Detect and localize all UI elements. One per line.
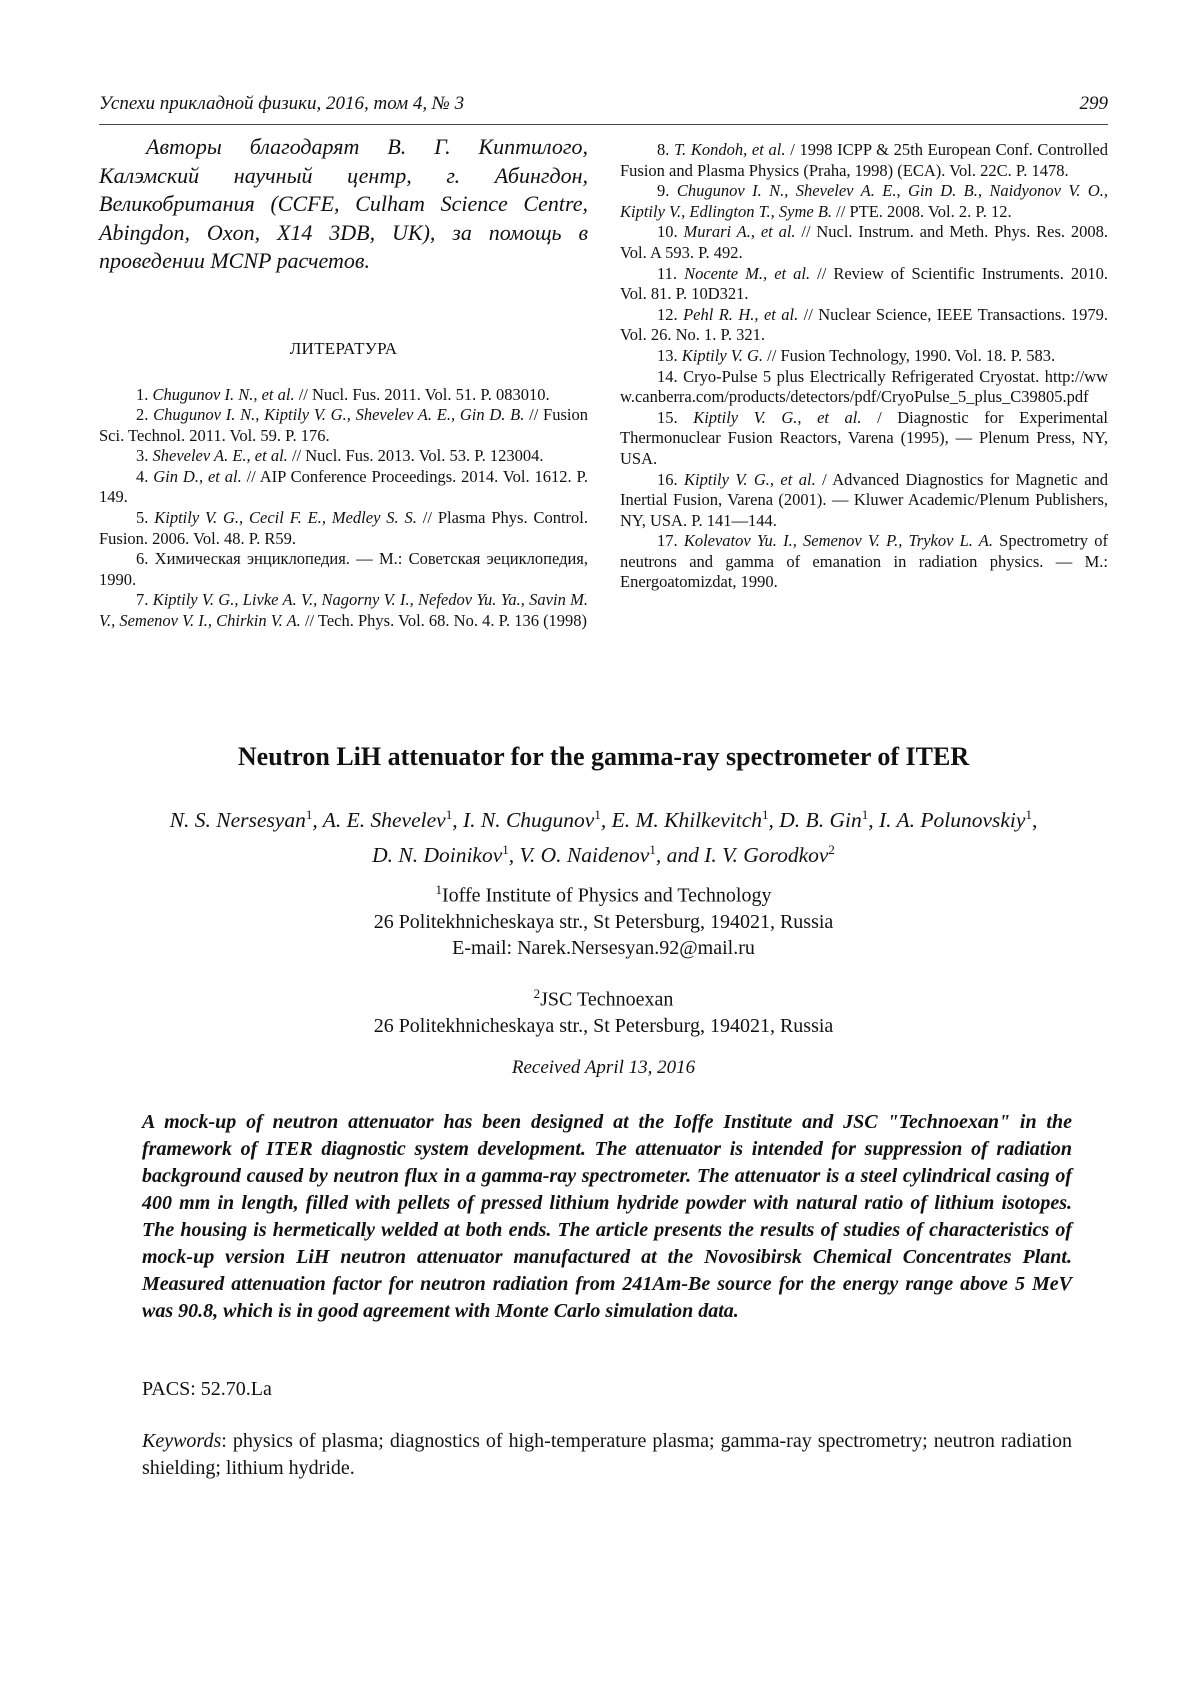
journal-title: Успехи прикладной физики, 2016, том 4, № 3 xyxy=(99,93,465,114)
reference-item xyxy=(99,405,588,446)
reference-list-right xyxy=(620,140,1108,593)
reference-authors: Kiptily V. G., et al. xyxy=(693,407,862,427)
author-email: E-mail: Narek.Nersesyan.92@mail.ru xyxy=(452,936,755,959)
reference-item xyxy=(620,222,1108,263)
reference-number: 11. xyxy=(657,263,678,283)
reference-number: 13. xyxy=(657,345,678,365)
affiliation-2-address: 26 Politekhnicheskaya str., St Petersburg, 194021, Russia xyxy=(373,1014,834,1037)
keywords-label: Keywords xyxy=(142,1430,222,1452)
reference-item xyxy=(99,508,588,549)
reference-authors: Kiptily V. G., et al. xyxy=(684,469,816,489)
author-list xyxy=(99,800,1108,870)
reference-text: // Nuclear Science, IEEE Transactions. 1979. Vol. 26. No. 1. P. 321. xyxy=(620,304,1108,345)
running-header xyxy=(99,93,1108,119)
reference-item xyxy=(620,346,1108,367)
author-name: A. E. Shevelev xyxy=(322,808,446,833)
reference-number: 14. xyxy=(657,366,678,386)
affiliation-1 xyxy=(99,877,1108,961)
reference-authors: Chugunov I. N., Shevelev A. E., Gin D. B., Naidyonov V. O., Kiptily V., Edlington T., Syme B. xyxy=(620,181,1108,221)
author-affiliation-mark: 1 xyxy=(649,842,656,858)
reference-number: 12. xyxy=(657,304,678,324)
author-separator: , xyxy=(1031,808,1038,833)
reference-item xyxy=(620,470,1108,532)
reference-text: Cryo-Pulse 5 plus Electrically Refrigerated Cryostat. http://www.canberra.com/products/detectors/pdf/CryoPulse_5_plus_C39805.pdf xyxy=(620,366,1108,407)
reference-item xyxy=(99,549,588,590)
author-separator: , xyxy=(312,808,323,833)
reference-item xyxy=(620,367,1108,408)
reference-number: 7. xyxy=(136,590,149,610)
reference-item xyxy=(620,264,1108,305)
author-affiliation-mark: 1 xyxy=(305,807,313,822)
reference-text: // Nucl. Fus. 2013. Vol. 53. P. 123004. xyxy=(287,446,544,466)
pacs-code: PACS: 52.70.La xyxy=(142,1378,272,1400)
author-affiliation-mark: 1 xyxy=(502,842,509,858)
reference-text: / Advanced Diagnostics for Magnetic and Inertial Fusion, Varena (2001). — Kluwer Academic/Plenum Publishers, NY, USA. P. 141—144. xyxy=(620,469,1109,530)
reference-number: 9. xyxy=(657,181,670,201)
affiliation-2-mark: 2 xyxy=(533,986,541,1001)
reference-authors: Kiptily V. G., Livke A. V., Nagorny V. I., Nefedov Yu. Ya., Savin M. V., Semenov V. I., Chirkin V. A. xyxy=(99,590,589,631)
literature-heading: ЛИТЕРАТУРА xyxy=(289,338,398,358)
header-rule xyxy=(99,124,1108,125)
author-separator: , xyxy=(600,808,612,833)
author-name: I. A. Polunovskiy xyxy=(878,808,1026,833)
reference-authors: Kolevatov Yu. I., Semenov V. P., Trykov L. A. xyxy=(683,531,993,551)
author-name: N. S. Nersesyan xyxy=(169,808,306,833)
right-column xyxy=(620,140,1108,593)
affiliation-2-name: $^2$JSC Technoexan xyxy=(533,986,674,1011)
reference-number: 3. xyxy=(136,446,149,466)
reference-authors: Pehl R. H., et al. xyxy=(683,304,799,324)
reference-text: // Review of Scientific Instruments. 2010. Vol. 81. P. 10D321. xyxy=(620,263,1109,304)
reference-authors: Chugunov I. N., et al. xyxy=(152,384,295,404)
reference-item xyxy=(99,467,588,508)
reference-number: 5. xyxy=(136,508,149,528)
author-affiliation-mark: 1 xyxy=(594,807,601,822)
reference-item xyxy=(99,446,588,467)
reference-text: / 1998 ICPP & 25th European Conf. Controlled Fusion and Plasma Physics (Praha, 1998) (ECA). Vol. 22C. P. 1478. xyxy=(620,140,1108,180)
author-affiliation-mark: 1 xyxy=(861,807,869,822)
reference-text: // Nucl. Instrum. and Meth. Phys. Res. 2008. Vol. A 593. P. 492. xyxy=(620,222,1108,262)
author-name: V. O. Naidenov xyxy=(519,843,650,868)
reference-text: // Fusion Technology, 1990. Vol. 18. P. 583. xyxy=(763,345,1056,365)
reference-authors: Chugunov I. N., Kiptily V. G., Shevelev A. E., Gin D. B. xyxy=(153,405,525,425)
affiliation-2 xyxy=(99,981,1108,1039)
author-name: D. B. Gin xyxy=(779,808,862,833)
author-separator: , xyxy=(868,808,879,833)
reference-number: 1. xyxy=(136,384,149,404)
author-name: and I. V. Gorodkov xyxy=(666,843,829,868)
author-name: I. N. Chugunov xyxy=(462,808,595,833)
reference-item xyxy=(620,305,1108,346)
received-date: Received April 13, 2016 xyxy=(511,1057,696,1078)
reference-item xyxy=(620,408,1108,470)
author-separator: , xyxy=(655,843,667,868)
reference-text: // Nucl. Fus. 2011. Vol. 51. P. 083010. xyxy=(294,384,550,404)
reference-authors: Murari A., et al. xyxy=(683,222,796,242)
reference-text: // Fusion Sci. Technol. 2011. Vol. 59. P. 176. xyxy=(99,405,588,445)
reference-authors: Kiptily V. G. xyxy=(681,345,764,365)
reference-text: // Tech. Phys. Vol. 68. No. 4. P. 136 (1998) xyxy=(300,611,588,631)
author-separator: , xyxy=(508,843,520,868)
reference-number: 17. xyxy=(657,531,678,551)
reference-number: 4. xyxy=(136,466,149,486)
reference-number: 8. xyxy=(657,140,670,159)
reference-text: Spectrometry of neutrons and gamma of emanation in radiation physics. — M.: Energoatomizdat, 1990. xyxy=(620,531,1108,592)
author-affiliation-mark: 1 xyxy=(1025,807,1032,822)
reference-list-left xyxy=(99,385,588,632)
acknowledgement: Авторы благодарят В. Г. Киптилого, Калэмский научный центр, г. Абингдон, Великобритания (CCFE, Culham Science Centre, Abingdon, Oxon, X14 3DB, UK), за помощь в проведении MCNP расчетов. xyxy=(99,134,588,273)
affiliation-1-mark: 1 xyxy=(435,882,442,897)
reference-item xyxy=(99,385,588,406)
author-affiliation-mark: 1 xyxy=(762,807,769,822)
keywords xyxy=(142,1428,1072,1482)
reference-text: // PTE. 2008. Vol. 2. P. 12. xyxy=(832,201,1012,221)
reference-item xyxy=(620,181,1108,222)
left-column xyxy=(99,133,588,632)
reference-item xyxy=(620,531,1108,593)
reference-number: 2. xyxy=(136,405,149,425)
reference-number: 10. xyxy=(657,222,678,242)
article-title: Neutron LiH attenuator for the gamma-ray spectrometer of ITER xyxy=(237,742,970,771)
reference-item xyxy=(620,140,1108,181)
author-affiliation-mark: 1 xyxy=(445,807,453,822)
reference-authors: T. Kondoh, et al. xyxy=(674,140,786,159)
reference-authors: Gin D., et al. xyxy=(153,466,242,486)
keywords-text: : physics of plasma; diagnostics of high-temperature plasma; gamma-ray spectrometry; neutron radiation shielding; lithium hydride. xyxy=(142,1430,1072,1479)
affiliation-1-name: $^1$Ioffe Institute of Physics and Technology xyxy=(435,882,772,907)
reference-authors: Nocente M., et al. xyxy=(684,263,811,283)
affiliation-1-address: 26 Politekhnicheskaya str., St Petersburg, 194021, Russia xyxy=(373,910,834,933)
reference-text: // AIP Conference Proceedings. 2014. Vol. 1612. P. 149. xyxy=(99,466,588,507)
author-separator: , xyxy=(452,808,463,833)
author-name: D. N. Doinikov xyxy=(372,843,503,868)
page-number: 299 xyxy=(1079,93,1108,114)
reference-number: 16. xyxy=(657,469,678,489)
reference-text: Химическая энциклопедия. — М.: Советская эециклопедия, 1990. xyxy=(99,549,589,589)
author-affiliation-mark: 2 xyxy=(828,842,835,858)
reference-text: // Plasma Phys. Control. Fusion. 2006. Vol. 48. P. R59. xyxy=(99,508,588,548)
reference-authors: Shevelev A. E., et al. xyxy=(152,446,288,466)
reference-authors: Kiptily V. G., Cecil F. E., Medley S. S. xyxy=(154,508,417,528)
author-separator: , xyxy=(768,808,780,833)
author-name: E. M. Khilkevitch xyxy=(611,808,763,833)
abstract: A mock-up of neutron attenuator has been designed at the Ioffe Institute and JSC "Technoexan" in the framework of ITER diagnostic system development. The attenuator is intended for suppression of radiation background caused by neutron flux in a gamma-ray spectrometer. The attenuator is a steel cylindrical casing of 400 mm in length, filled with pellets of pressed lithium hydride powder with natural ratio of lithium isotopes. The housing is hermetically welded at both ends. The article presents the results of studies of characteristics of mock-up version LiH neutron attenuator manufactured at the Novosibirsk Chemical Concentrates Plant. Measured attenuation factor for neutron radiation from 241Am-Be source for the energy range above 5 MeV was 90.8, which is in good agreement with Monte Carlo simulation data. xyxy=(142,1111,1072,1322)
reference-number: 15. xyxy=(657,407,678,427)
reference-text: / Diagnostic for Experimental Thermonuclear Fusion Reactors, Varena (1995), — Plenum Press, NY, USA. xyxy=(620,407,1108,468)
reference-item xyxy=(99,590,588,631)
reference-number: 6. xyxy=(136,549,149,569)
